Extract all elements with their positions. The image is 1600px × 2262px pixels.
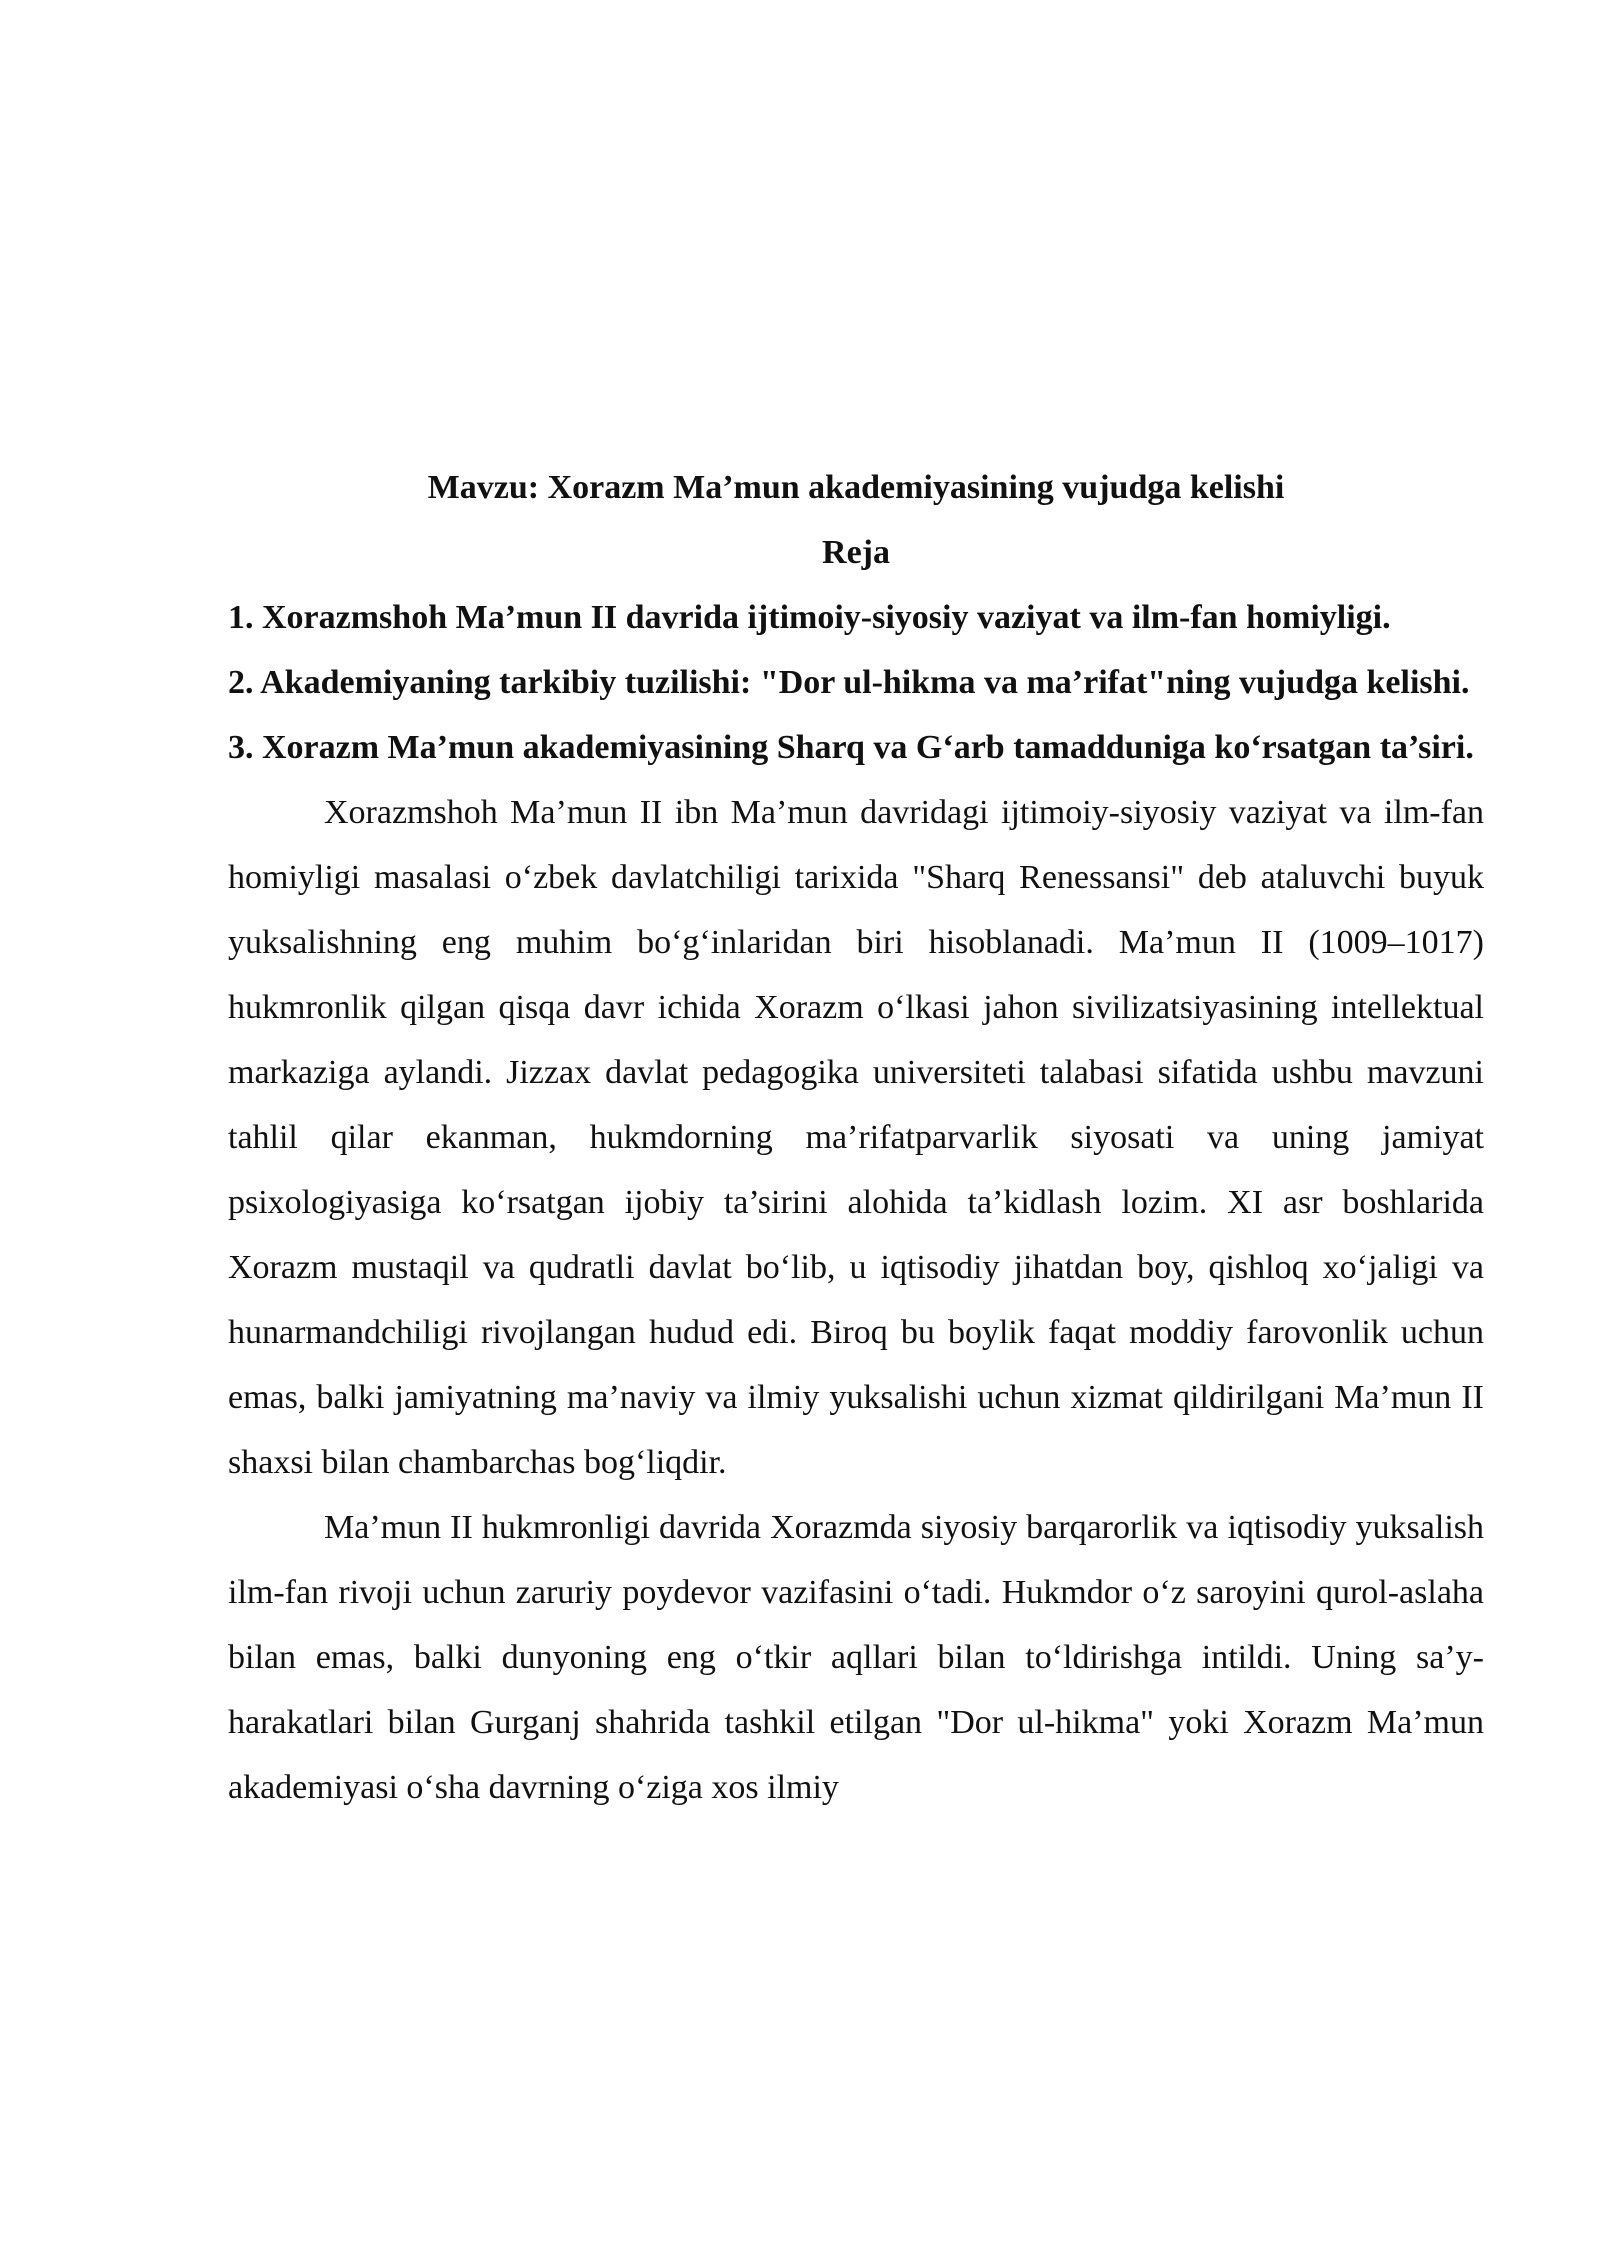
plan-item-1: 1. Xorazmshoh Ma’mun II davrida ijtimoiy-siyosiy vaziyat va ilm-fan homiyligi. — [228, 599, 1391, 636]
plan-item-2: 2. Akademiyaning tarkibiy tuzilishi: "Dor ul-hikma va ma’rifat"ning vujudga kelishi. — [228, 664, 1470, 701]
body-paragraph-2: Ma’mun II hukmronligi davrida Xorazmda siyosiy barqarorlik va iqtisodiy yuksalish ilm-fan rivoji uchun zaruriy poydevor vazifasini o‘tadi. Hukmdor o‘z saroyini qurol-aslaha bilan emas, balki dunyoning eng o‘tkir aqllari bilan to‘ldirishga intildi. Uning sa’y-harakatlari bilan Gurganj shahrida tashkil etilgan "Dor ul-hikma" yoki Xorazm Ma’mun akademiyasi o‘sha davrning o‘ziga xos ilmiy — [228, 1509, 1484, 1806]
document-title: Mavzu: Xorazm Ma’mun akademiyasining vujudga kelishi — [427, 469, 1285, 506]
document-body — [228, 455, 1484, 1820]
plan-item-3: 3. Xorazm Ma’mun akademiyasining Sharq va G‘arb tamadduniga ko‘rsatgan ta’siri. — [228, 729, 1474, 766]
body-paragraph-1: Xorazmshoh Ma’mun II ibn Ma’mun davridagi ijtimoiy-siyosiy vaziyat va ilm-fan homiyligi masalasi o‘zbek davlatchiligi tarixida "Sharq Renessansi" deb ataluvchi buyuk yuksalishning eng muhim bo‘g‘inlaridan biri hisoblanadi. Ma’mun II (1009–1017) hukmronlik qilgan qisqa davr ichida Xorazm o‘lkasi jahon sivilizatsiyasining intellektual markaziga aylandi. Jizzax davlat pedagogika universiteti talabasi sifatida ushbu mavzuni tahlil qilar ekanman, hukmdorning ma’rifatparvarlik siyosati va uning jamiyat psixologiyasiga ko‘rsatgan ijobiy ta’sirini alohida ta’kidlash lozim. XI asr boshlarida Xorazm mustaqil va qudratli davlat bo‘lib, u iqtisodiy jihatdan boy, qishloq xo‘jaligi va hunarmandchiligi rivojlangan hudud edi. Biroq bu boylik faqat moddiy farovonlik uchun emas, balki jamiyatning ma’naviy va ilmiy yuksalishi uchun xizmat qildirilgani Ma’mun II shaxsi bilan chambarchas bog‘liqdir. — [228, 794, 1484, 1481]
plan-heading: Reja — [822, 534, 890, 571]
